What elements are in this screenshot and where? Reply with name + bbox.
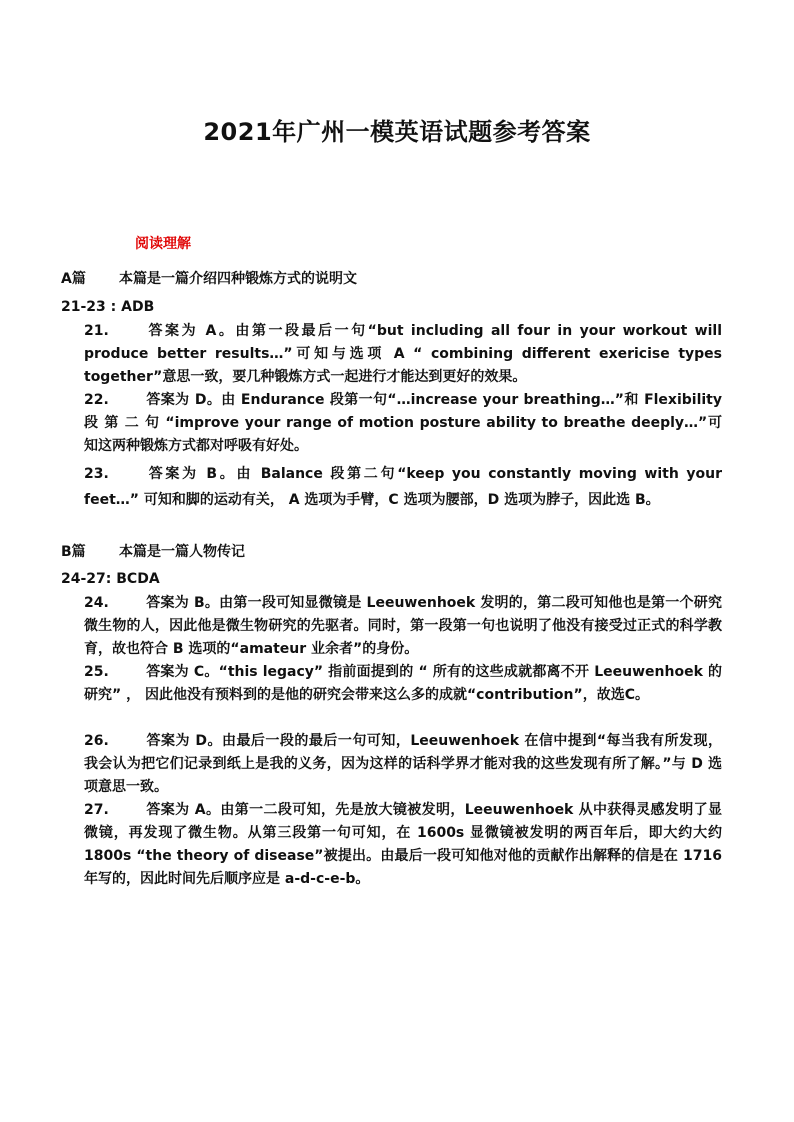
item-number: 24. — [84, 595, 109, 611]
item-number: 25. — [84, 664, 109, 680]
item-explanation: 答案为 A。由第一段最后一句“but including all four in your workout will produce better results…”可知与选项 A “ combining different exericise types together”意思一致，要几种锻炼方式一起进行才能达到更好的效果。 — [84, 323, 722, 385]
item-explanation: 答案为 D。由 Endurance 段第一句“…increase your breathing…”和 Flexibility 段 第 二 句 “improve your range of motion posture ability to breathe deeply…”可知这两种锻炼方式都对呼吸有好处。 — [84, 392, 722, 454]
part-b-heading — [61, 541, 245, 561]
answer-item-24 — [84, 592, 722, 661]
part-a-heading — [61, 268, 357, 288]
answer-item-23 — [84, 461, 722, 513]
answer-item-21 — [84, 320, 722, 389]
item-explanation: 答案为 B。由第一段可知显微镜是 Leeuwenhoek 发明的，第二段可知他也是第一个研究微生物的人，因此他是微生物研究的先驱者。同时，第一段第一句也说明了他没有接受过正式的科学教育，故也符合 B 选项的“amateur 业余者”的身份。 — [84, 595, 722, 657]
item-number: 21. — [84, 323, 109, 339]
answer-item-26 — [84, 730, 722, 799]
part-b-description: 本篇是一篇人物传记 — [119, 544, 245, 560]
item-number: 22. — [84, 392, 109, 408]
part-b-answer-key: 24-27: BCDA — [61, 571, 160, 587]
answer-item-22 — [84, 389, 722, 458]
part-a-answer-key: 21-23 : ADB — [61, 299, 155, 315]
section-heading-reading: 阅读理解 — [135, 236, 191, 252]
answer-item-27 — [84, 799, 722, 891]
item-number: 27. — [84, 802, 109, 818]
part-a-description: 本篇是一篇介绍四种锻炼方式的说明文 — [119, 271, 357, 287]
answer-item-25 — [84, 661, 722, 707]
part-b-label: B篇 — [61, 544, 86, 560]
item-number: 23. — [84, 466, 109, 482]
page-title: 2021年广州一模英语试题参考答案 — [203, 118, 591, 146]
item-explanation: 答案为 A。由第一二段可知，先是放大镜被发明，Leeuwenhoek 从中获得灵感发明了显微镜，再发现了微生物。从第三段第一句可知，在 1600s 显微镜被发明的两百年后，即大约大约 1800s “the theory of disease”被提出。由最后一段可知他对他的贡献作出解释的信是在 1716 年写的，因此时间先后顺序应是 a-d-c-e-b。 — [84, 802, 722, 887]
item-number: 26. — [84, 733, 109, 749]
item-explanation: 答案为 C。“this legacy” 指前面提到的 “ 所有的这些成就都离不开 Leeuwenhoek 的研究” ， 因此他没有预料到的是他的研究会带来这么多的成就“contribution”，故选C。 — [84, 664, 722, 703]
part-a-label: A篇 — [61, 271, 86, 287]
item-explanation: 答案为 B。由 Balance 段第二句“keep you constantly moving with your feet…” 可知和脚的运动有关， A 选项为手臂，C 选项为腰部，D 选项为脖子，因此选 B。 — [84, 466, 722, 508]
item-explanation: 答案为 D。由最后一段的最后一句可知，Leeuwenhoek 在信中提到“每当我有所发现， 我会认为把它们记录到纸上是我的义务，因为这样的话科学界才能对我的这些发现有所了解。”与 D 选项意思一致。 — [84, 733, 722, 795]
